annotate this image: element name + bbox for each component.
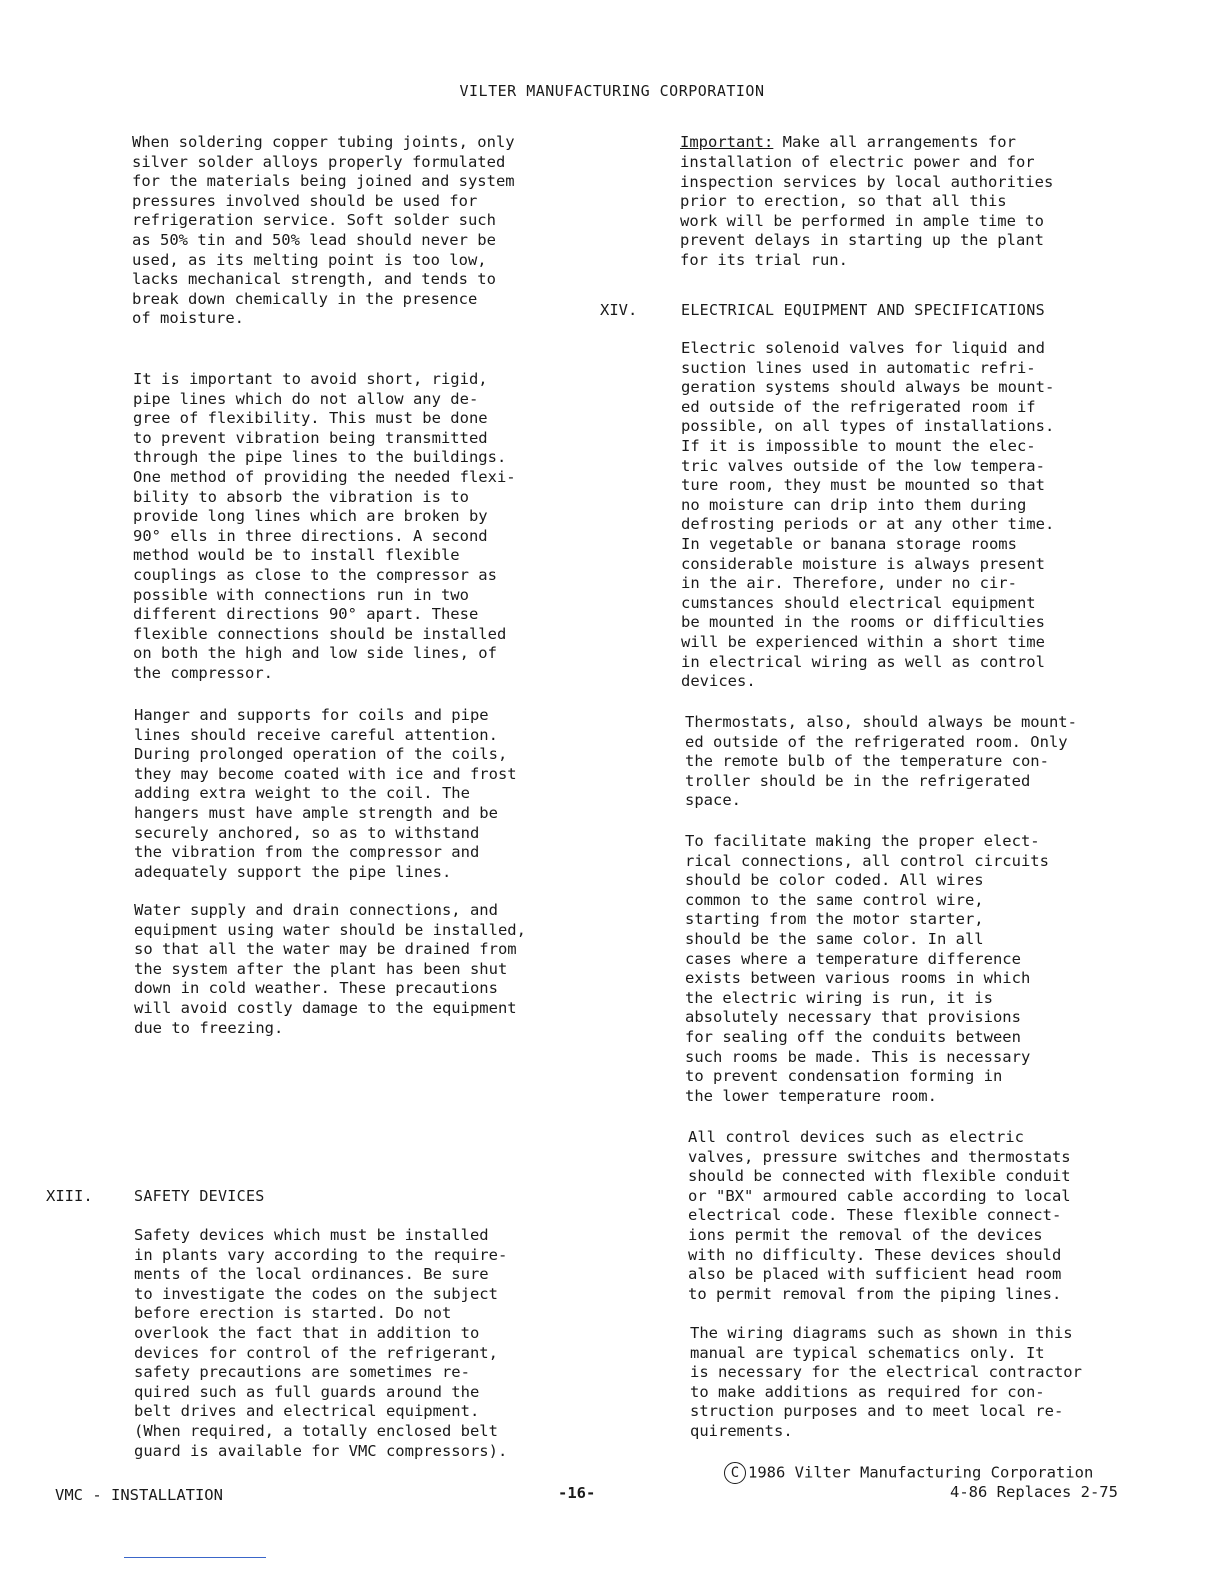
- section-title-electrical: ELECTRICAL EQUIPMENT AND SPECIFICATIONS: [681, 301, 1045, 319]
- important-first-line-text: Make all arrangements for: [773, 133, 1016, 151]
- section-title-safety-devices: SAFETY DEVICES: [134, 1187, 265, 1205]
- section-number-xiii: XIII.: [46, 1187, 93, 1205]
- decorative-rule: [124, 1557, 266, 1558]
- paragraph-color-coding: To facilitate making the proper elect- rical connections, all control circuits should be color coded. All wires common to the same control wire, starting from the motor starter, should be the same color. In all cases where a temperature difference exists between various rooms in which the electric wiring is run, it is absolutely necessary that provisions for sealing off the conduits between such rooms be made. This is necessary to prevent condensation forming in the lower temperature room.: [685, 832, 1049, 1105]
- paragraph-water-supply: Water supply and drain connections, and equipment using water should be installed, so that all the water may be drained from the system after the plant has been shut down in cold weather. These precautions will avoid costly damage to the equipment due to freezing.: [134, 901, 526, 1037]
- copyright-line: [724, 1462, 1093, 1484]
- copyright-text: 1986 Vilter Manufacturing Corporation: [748, 1463, 1094, 1482]
- paragraph-hangers: Hanger and supports for coils and pipe lines should receive careful attention. During prolonged operation of the coils, they may become coated with ice and frost adding extra weight to the coil. The hangers must have ample strength and be securely anchored, so as to withstand the vibration from the compressor and adequately support the pipe lines.: [134, 706, 517, 881]
- important-label: Important:: [680, 133, 774, 151]
- important-note-body: installation of electric power and for inspection services by local authorities prior to erection, so that all this work will be performed in ample time to prevent delays in starting up the plant for its trial run.: [680, 153, 1054, 269]
- section-number-xiv: XIV.: [600, 301, 638, 319]
- important-note-first-line: [680, 133, 1016, 153]
- paragraph-thermostats: Thermostats, also, should always be mount- ed outside of the refrigerated room. Only the remote bulb of the temperature con- troller should be in the refrigerated space.: [685, 713, 1077, 810]
- paragraph-soldering: When soldering copper tubing joints, only silver solder alloys properly formulated for the materials being joined and system pressures involved should be used for refrigeration service. Soft solder such as 50% tin and 50% lead should never be used, as its melting point is too low, lacks mechanical strength, and tends to break down chemically in the presence of moisture.: [132, 133, 515, 328]
- paragraph-safety-devices: Safety devices which must be installed in plants vary according to the require- ments of the local ordinances. Be sure to investigate the codes on the subject before erection is started. Do not overlook the fact that in addition to devices for control of the refrigerant, safety precautions are sometimes re- quired such as full guards around the belt drives and electrical equipment. (When required, a totally enclosed belt guard is available for VMC compressors).: [134, 1226, 508, 1460]
- copyright-icon: C: [724, 1462, 746, 1484]
- paragraph-solenoid-valves: Electric solenoid valves for liquid and suction lines used in automatic refri- geration systems should always be mount- ed outside of the refrigerated room if possible, on all types of installations. If it is impossible to mount the elec- tric valves outside of the low tempera- ture room, they must be mounted so that no moisture can drip into them during defrosting periods or at any other time. In vegetable or banana storage rooms considerable moisture is always present in the air. Therefore, under no cir- cumstances should electrical equipment be mounted in the rooms or difficulties will be experienced within a short time in electrical wiring as well as control devices.: [681, 339, 1055, 691]
- page-header: VILTER MANUFACTURING CORPORATION: [459, 82, 765, 100]
- paragraph-control-devices: All control devices such as electric valves, pressure switches and thermostats should be connected with flexible conduit or "BX" armoured cable according to local electrical code. These flexible connect- ions permit the removal of the devices with no difficulty. These devices should also be placed with sufficient head room to permit removal from the piping lines.: [688, 1128, 1071, 1303]
- revision-note: 4-86 Replaces 2-75: [950, 1483, 1118, 1501]
- paragraph-wiring-diagrams: The wiring diagrams such as shown in this manual are typical schematics only. It is necessary for the electrical contractor to make additions as required for con- struction purposes and to meet local re- quirements.: [690, 1324, 1082, 1440]
- paragraph-pipe-lines: It is important to avoid short, rigid, pipe lines which do not allow any de- gree of flexibility. This must be done to prevent vibration being transmitted through the pipe lines to the buildings. One method of providing the needed flexi- bility to absorb the vibration is to provide long lines which are broken by 90° ells in three directions. A second method would be to install flexible couplings as close to the compressor as possible with connections run in two different directions 90° apart. These flexible connections should be installed on both the high and low side lines, of the compressor.: [133, 370, 516, 682]
- footer-left-label: VMC - INSTALLATION: [55, 1486, 223, 1504]
- page-number: -16-: [558, 1484, 596, 1502]
